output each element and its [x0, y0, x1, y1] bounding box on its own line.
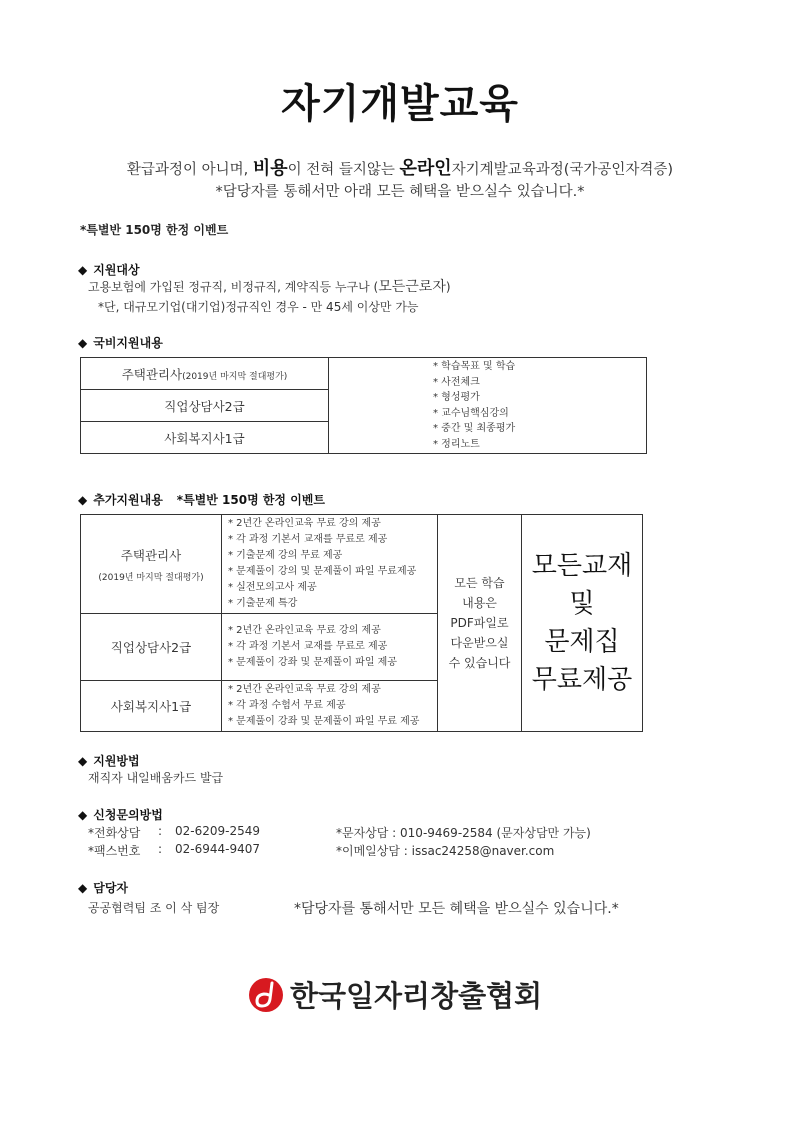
pdf-note-line: 수 있습니다	[448, 656, 511, 670]
section-heading-inquiry	[78, 806, 163, 823]
pdf-note-line: PDF파일로	[450, 616, 509, 630]
intro-line-2: *담당자를 통해서만 아래 모든 혜택을 받으실수 있습니다.*	[215, 184, 585, 200]
target-emphasis: 모든근로자	[378, 279, 446, 295]
page-title: 자기개발교육	[281, 81, 519, 127]
additional-event-note: *특별반 150명 한정 이벤트	[176, 493, 325, 507]
course-name: 주택관리사	[121, 366, 183, 382]
course-note: (2019년 마지막 절대평가)	[98, 572, 204, 583]
benefit-item: * 문제풀이 강좌 및 문제풀이 파일 무료 제공	[228, 716, 420, 727]
course-note: (2019년 마지막 절대평가)	[182, 371, 288, 382]
benefit-list-cell	[222, 681, 438, 732]
email-contact[interactable]: *이메일상담 : issac24258@naver.com	[336, 844, 555, 858]
curriculum-list-cell	[329, 358, 647, 454]
benefit-item: * 실전모의고사 제공	[228, 582, 317, 593]
curriculum-item: * 중간 및 최종평가	[433, 423, 516, 434]
section-heading-text: 담당자	[93, 881, 129, 895]
section-heading-text: 국비지원내용	[93, 336, 163, 350]
target-line-1	[88, 276, 451, 296]
diamond-bullet-icon: ◆	[78, 807, 88, 822]
free-note-line: 문제집	[544, 627, 620, 657]
event-note: *특별반 150명 한정 이벤트	[80, 223, 229, 237]
target-line-2: *단, 대규모기업(대기업)정규직인 경우 - 만 45세 이상만 가능	[98, 300, 419, 314]
benefit-item: * 2년간 온라인교육 무료 강의 제공	[228, 625, 381, 636]
additional-support-table	[80, 514, 643, 732]
fax-sep: :	[158, 842, 163, 856]
method-text: 재직자 내일배움카드 발급	[88, 771, 224, 785]
intro-text: 이 전혀 들지않는	[287, 162, 400, 178]
phone-label: *전화상담	[88, 826, 141, 840]
benefit-item: * 문제풀이 강좌 및 문제풀이 파일 제공	[228, 657, 397, 668]
pdf-download-cell	[438, 515, 522, 732]
phone-number[interactable]: 02-6209-2549	[175, 824, 261, 838]
target-text: )	[445, 280, 451, 294]
sms-contact[interactable]: *문자상담 : 010-9469-2584 (문자상담만 가능)	[336, 826, 591, 840]
fax-number: 02-6944-9407	[175, 842, 261, 856]
intro-text: 환급과정이 아니며,	[126, 162, 253, 178]
benefit-item: * 기출문제 강의 무료 제공	[228, 550, 343, 561]
benefit-item: * 각 과정 수험서 무료 제공	[228, 700, 346, 711]
intro-emphasis-online: 온라인	[399, 158, 452, 179]
intro-emphasis-cost: 비용	[252, 158, 288, 179]
section-heading-text: 지원방법	[93, 754, 140, 768]
section-heading-additional	[78, 491, 325, 508]
target-text: 고용보험에 가입된 정규직, 비정규직, 계약직등 누구나 (	[88, 280, 379, 294]
free-note-line: 및	[569, 589, 595, 619]
section-heading-text: 신청문의방법	[93, 808, 163, 822]
fax-label: *팩스번호	[88, 844, 141, 858]
organization-logo	[248, 974, 542, 1015]
course-name: 사회복지사1급	[110, 699, 192, 714]
course-cell	[81, 614, 222, 681]
curriculum-item: * 교수님핵심강의	[433, 407, 509, 419]
manager-name: 공공협력팀 조 이 삭 팀장	[88, 901, 220, 915]
curriculum-item: * 형성평가	[433, 392, 480, 403]
course-name: 직업상담사2급	[164, 398, 245, 414]
diamond-bullet-icon: ◆	[78, 753, 88, 768]
course-name: 직업상담사2급	[110, 640, 192, 655]
diamond-bullet-icon: ◆	[78, 880, 88, 895]
diamond-bullet-icon: ◆	[78, 335, 88, 350]
pdf-note-line: 다운받으실	[450, 636, 509, 650]
pdf-note-line: 내용은	[462, 596, 497, 610]
course-cell	[81, 515, 222, 614]
intro-line-1	[0, 154, 800, 180]
benefit-item: * 문제풀이 강의 및 문제풀이 파일 무료제공	[228, 566, 417, 577]
free-note-line: 무료제공	[531, 665, 633, 695]
curriculum-item: * 사전체크	[433, 376, 480, 388]
free-materials-cell	[522, 515, 643, 732]
course-name: 사회복지사1급	[164, 430, 245, 446]
section-heading-text: 지원대상	[93, 263, 140, 277]
benefit-item: * 각 과정 기본서 교재를 무료로 제공	[228, 534, 388, 545]
course-cell	[81, 358, 329, 390]
section-heading-method	[78, 752, 140, 769]
benefit-item: * 2년간 온라인교육 무료 강의 제공	[228, 684, 381, 695]
course-cell	[81, 422, 329, 454]
logo-text: 한국일자리창출협회	[290, 979, 543, 1013]
pdf-note-line: 모든 학습	[454, 576, 505, 590]
course-cell	[81, 681, 222, 732]
section-heading-text: 추가지원내용	[93, 493, 163, 507]
course-name: 주택관리사	[120, 547, 182, 563]
curriculum-item: * 정리노트	[433, 438, 480, 450]
benefit-list-cell	[222, 515, 438, 614]
national-support-table	[80, 357, 647, 454]
phone-sep: :	[158, 824, 163, 838]
diamond-bullet-icon: ◆	[78, 262, 88, 277]
benefit-item: * 2년간 온라인교육 무료 강의 제공	[228, 518, 381, 529]
course-cell	[81, 390, 329, 422]
benefit-list-cell	[222, 614, 438, 681]
section-heading-national	[78, 334, 163, 351]
free-note-line: 모든교재	[531, 551, 633, 581]
section-heading-manager	[78, 879, 128, 896]
benefit-item: * 각 과정 기본서 교재를 무료로 제공	[228, 641, 388, 652]
logo-mark-icon	[248, 977, 284, 1013]
intro-text: 자기계발교육과정(국가공인자격증)	[451, 162, 674, 178]
diamond-bullet-icon: ◆	[78, 492, 88, 507]
curriculum-item: * 학습목표 및 학습	[433, 361, 516, 372]
benefit-item: * 기출문제 특강	[228, 598, 298, 609]
manager-note: *담당자를 통해서만 모든 혜택을 받으실수 있습니다.*	[294, 901, 619, 917]
